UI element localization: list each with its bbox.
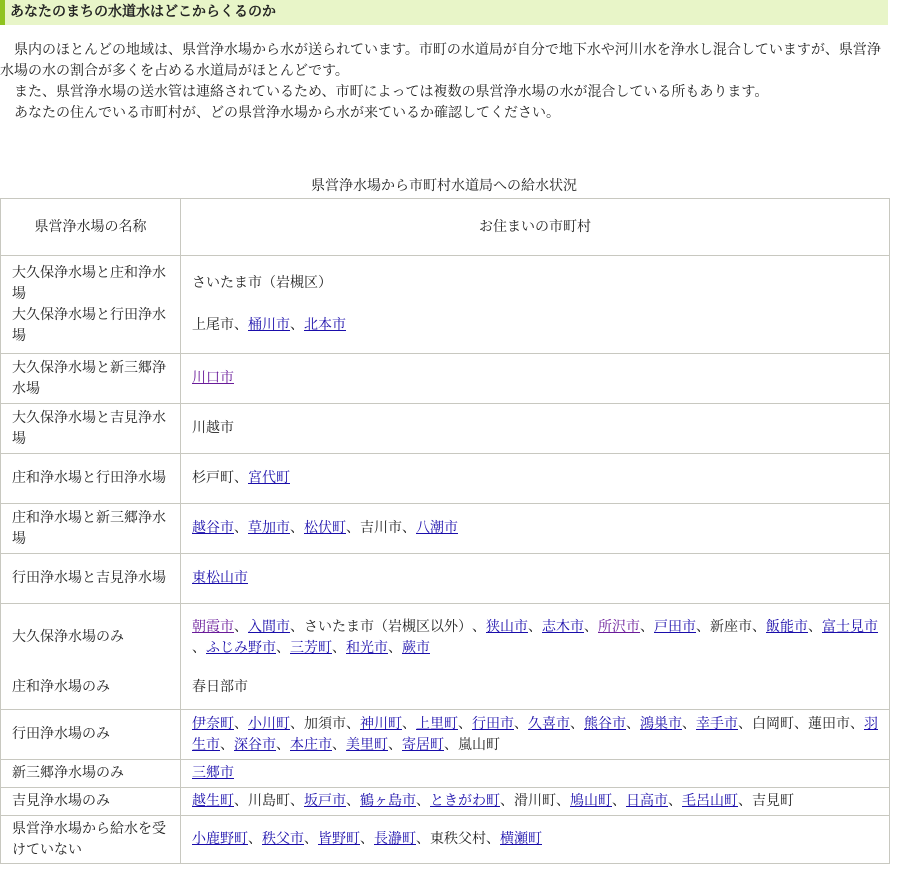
city-link[interactable]: 鴻巣市 — [640, 715, 682, 732]
city-link[interactable]: 久喜市 — [528, 715, 570, 732]
separator: 、 — [332, 736, 346, 753]
table-row — [1, 816, 890, 864]
plant-name: 大久保浄水場と吉見浄水場 — [12, 409, 166, 447]
table-header-row — [1, 199, 890, 256]
separator: 、 — [360, 831, 374, 847]
separator: 、 — [388, 639, 402, 656]
cities-cell — [181, 554, 890, 604]
city-text: 川島町 — [248, 793, 290, 809]
city-link[interactable]: 寄居町 — [402, 736, 444, 753]
city-link[interactable]: 熊谷市 — [584, 715, 626, 732]
city-link[interactable]: 八潮市 — [416, 520, 458, 536]
city-link[interactable]: 横瀬町 — [500, 831, 542, 847]
separator: 、 — [640, 618, 654, 635]
city-link[interactable]: 狭山市 — [486, 618, 528, 635]
table-row — [1, 504, 890, 554]
city-link[interactable]: ふじみ野市 — [206, 639, 276, 656]
city-link[interactable]: 鶴ヶ島市 — [360, 793, 416, 809]
city-link[interactable]: 飯能市 — [766, 618, 808, 635]
city-link[interactable]: 鳩山町 — [570, 793, 612, 809]
separator: 、 — [528, 618, 542, 635]
city-link[interactable]: 羽生市 — [192, 715, 878, 753]
city-link[interactable]: 富士見市 — [822, 618, 878, 635]
separator: 、 — [290, 618, 304, 635]
intro-paragraph-2: また、県営浄水場の送水管は連絡されているため、市町によっては複数の県営浄水場の水が混合している所もあります。 — [14, 84, 769, 100]
city-list — [192, 607, 883, 669]
separator: 、 — [584, 618, 598, 635]
city-link[interactable]: 美里町 — [346, 736, 388, 753]
city-list — [192, 418, 883, 439]
plant-name: 大久保浄水場と新三郷浄水場 — [12, 359, 166, 397]
city-text: さいたま市（岩槻区） — [192, 275, 332, 291]
cities-cell — [181, 788, 890, 816]
separator: 、 — [696, 618, 710, 635]
separator: 、 — [234, 715, 248, 732]
city-link[interactable]: 皆野町 — [318, 831, 360, 847]
city-link[interactable]: ときがわ町 — [430, 793, 500, 809]
separator: 、 — [304, 831, 318, 847]
separator: 、 — [332, 639, 346, 656]
intro-paragraph-3: あなたの住んでいる市町村が、どの県営浄水場から水が来ているか確認してください。 — [14, 105, 560, 121]
separator: 、 — [612, 793, 626, 809]
table-row — [1, 404, 890, 454]
city-text: 杉戸町 — [192, 470, 234, 486]
table-row — [1, 554, 890, 604]
city-link[interactable]: 東松山市 — [192, 570, 248, 586]
cities-cell — [181, 816, 890, 864]
city-link[interactable]: 志木市 — [542, 618, 584, 635]
city-text: 滑川町 — [514, 793, 556, 809]
city-text: 嵐山町 — [458, 736, 500, 753]
city-list — [192, 263, 883, 305]
separator: 、 — [500, 793, 514, 809]
city-link[interactable]: 上里町 — [416, 715, 458, 732]
separator: 、 — [346, 715, 360, 732]
plant-name-cell — [1, 354, 181, 404]
cities-cell — [181, 354, 890, 404]
city-link[interactable]: 幸手市 — [696, 715, 738, 732]
separator: 、 — [556, 793, 570, 809]
city-link[interactable]: 小川町 — [248, 715, 290, 732]
plant-name: 県営浄水場から給水を受けていない — [12, 820, 166, 858]
separator: 、 — [416, 831, 430, 847]
table-body — [1, 256, 890, 864]
plant-name-cell — [1, 816, 181, 864]
plant-name: 大久保浄水場のみ — [12, 629, 124, 645]
cities-cell — [181, 710, 890, 760]
separator: 、 — [738, 715, 752, 732]
separator: 、 — [458, 715, 472, 732]
separator: 、 — [290, 715, 304, 732]
plant-name-cell — [1, 710, 181, 760]
plant-name: 庄和浄水場と新三郷浄水場 — [12, 509, 166, 547]
separator: 、 — [290, 317, 304, 333]
city-link[interactable]: 長瀞町 — [374, 831, 416, 847]
city-link[interactable]: 小鹿野町 — [192, 831, 248, 847]
plant-name: 行田浄水場のみ — [12, 726, 110, 742]
plant-name-cell — [1, 504, 181, 554]
separator: 、 — [402, 520, 416, 536]
plant-name: 庄和浄水場のみ — [12, 679, 110, 695]
table-row — [1, 454, 890, 504]
city-link[interactable]: 北本市 — [304, 317, 346, 333]
plant-name-cell — [1, 404, 181, 454]
header-plant-name: 県営浄水場の名称 — [1, 199, 181, 256]
separator: 、 — [234, 793, 248, 809]
intro-paragraph-1: 県内のほとんどの地域は、県営浄水場から水が送られています。市町の水道局が自分で地下水や河川水を浄水し混合していますが、県営浄水場の水の割合が多くを占める水道局がほとんどです。 — [0, 42, 881, 79]
separator: 、 — [444, 736, 458, 753]
city-link[interactable]: 桶川市 — [248, 317, 290, 333]
city-link[interactable]: 越生町 — [192, 793, 234, 809]
city-link[interactable]: 松伏町 — [304, 520, 346, 536]
city-text: 吉見町 — [752, 793, 794, 809]
separator: 、 — [682, 715, 696, 732]
plant-name: 吉見浄水場のみ — [12, 793, 110, 809]
city-text: 春日部市 — [192, 679, 248, 695]
separator: 、 — [402, 715, 416, 732]
city-link[interactable]: 朝霞市 — [192, 618, 234, 635]
table-row — [1, 354, 890, 404]
table-row — [1, 760, 890, 788]
separator: 、 — [668, 793, 682, 809]
city-text: 白岡町 — [752, 715, 794, 732]
water-supply-table — [0, 198, 890, 864]
city-link[interactable]: 行田市 — [472, 715, 514, 732]
city-list — [192, 468, 883, 489]
city-link[interactable]: 川口市 — [192, 370, 234, 386]
city-link[interactable]: 入間市 — [248, 618, 290, 635]
plant-name-cell — [1, 760, 181, 788]
plant-name: 大久保浄水場と庄和浄水場 — [12, 264, 166, 302]
separator: 、 — [808, 618, 822, 635]
city-link[interactable]: 本庄市 — [290, 736, 332, 753]
separator: 、 — [794, 715, 808, 732]
city-text: 上尾市 — [192, 317, 234, 333]
city-list — [192, 368, 883, 389]
cities-cell — [181, 604, 890, 710]
separator: 、 — [850, 715, 864, 732]
city-text: 新座市 — [710, 618, 752, 635]
separator: 、 — [192, 639, 206, 656]
separator: 、 — [234, 618, 248, 635]
city-link[interactable]: 和光市 — [346, 639, 388, 656]
city-list — [192, 763, 883, 784]
header-cities: お住まいの市町村 — [181, 199, 890, 256]
separator: 、 — [388, 736, 402, 753]
separator: 、 — [738, 793, 752, 809]
city-link[interactable]: 秩父市 — [262, 831, 304, 847]
table-row — [1, 604, 890, 710]
city-text: 蓮田市 — [808, 715, 850, 732]
plant-name: 大久保浄水場と行田浄水場 — [12, 306, 166, 344]
city-link[interactable]: 伊奈町 — [192, 715, 234, 732]
city-link[interactable]: 坂戸市 — [304, 793, 346, 809]
city-text: 加須市 — [304, 715, 346, 732]
city-link[interactable]: 神川町 — [360, 715, 402, 732]
table-row — [1, 710, 890, 760]
separator: 、 — [472, 618, 486, 635]
city-list — [192, 669, 883, 707]
separator: 、 — [570, 715, 584, 732]
plant-name: 新三郷浄水場のみ — [12, 765, 124, 781]
separator: 、 — [514, 715, 528, 732]
separator: 、 — [290, 520, 304, 536]
city-text: 東秩父村 — [430, 831, 486, 847]
city-list — [192, 714, 883, 756]
city-link[interactable]: 深谷市 — [234, 736, 276, 753]
city-list — [192, 568, 883, 589]
separator: 、 — [346, 793, 360, 809]
separator: 、 — [234, 520, 248, 536]
city-link[interactable]: 毛呂山町 — [682, 793, 738, 809]
table-row — [1, 256, 890, 354]
separator: 、 — [486, 831, 500, 847]
separator: 、 — [626, 715, 640, 732]
plant-name-cell — [1, 454, 181, 504]
plant-name-cell — [1, 604, 181, 710]
city-link[interactable]: 宮代町 — [248, 470, 290, 486]
separator: 、 — [752, 618, 766, 635]
city-link[interactable]: 所沢市 — [598, 618, 640, 635]
plant-name: 庄和浄水場と行田浄水場 — [12, 470, 166, 486]
plant-name-cell — [1, 256, 181, 354]
separator: 、 — [276, 736, 290, 753]
separator: 、 — [234, 470, 248, 486]
separator: 、 — [276, 639, 290, 656]
city-text: さいたま市（岩槻区以外） — [304, 618, 472, 635]
separator: 、 — [416, 793, 430, 809]
city-list — [192, 518, 883, 539]
city-text: 吉川市 — [360, 520, 402, 536]
city-link[interactable]: 蕨市 — [402, 639, 430, 656]
city-list — [192, 829, 883, 850]
intro-text — [0, 40, 892, 124]
cities-cell — [181, 504, 890, 554]
cities-cell — [181, 454, 890, 504]
separator: 、 — [220, 736, 234, 753]
cities-cell — [181, 760, 890, 788]
page-heading: あなたのまちの水道水はどこからくるのか — [0, 0, 888, 25]
plant-name: 行田浄水場と吉見浄水場 — [12, 570, 166, 586]
cities-cell — [181, 256, 890, 354]
plant-name-cell — [1, 554, 181, 604]
city-link[interactable]: 三芳町 — [290, 639, 332, 656]
plant-name-cell — [1, 788, 181, 816]
city-link[interactable]: 日高市 — [626, 793, 668, 809]
city-text: 川越市 — [192, 420, 234, 436]
separator: 、 — [248, 831, 262, 847]
table-row — [1, 788, 890, 816]
city-link[interactable]: 越谷市 — [192, 520, 234, 536]
separator: 、 — [290, 793, 304, 809]
city-link[interactable]: 草加市 — [248, 520, 290, 536]
separator: 、 — [346, 520, 360, 536]
separator: 、 — [234, 317, 248, 333]
table-caption: 県営浄水場から市町村水道局への給水状況 — [311, 178, 577, 194]
city-list — [192, 305, 883, 347]
city-link[interactable]: 三郷市 — [192, 765, 234, 781]
cities-cell — [181, 404, 890, 454]
city-list — [192, 791, 883, 812]
city-link[interactable]: 戸田市 — [654, 618, 696, 635]
